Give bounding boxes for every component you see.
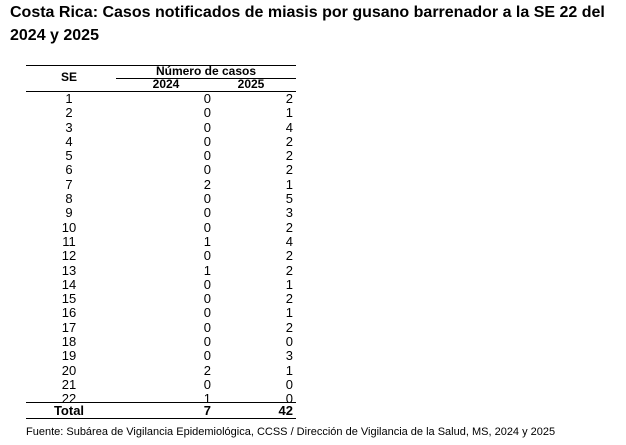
cell-2024: 0 [203,219,211,235]
cell-se: 13 [61,262,77,278]
cell-se: 15 [61,291,77,307]
cell-2024: 2 [203,362,211,378]
header-2024: 2024 [152,77,180,91]
table-row [26,106,296,120]
cell-se: 8 [65,191,73,207]
cell-2024: 0 [203,148,211,164]
cell-2024: 0 [203,205,211,221]
cell-2025: 2 [285,219,293,235]
table-row [26,92,296,106]
table-row [26,278,296,292]
cell-2025: 5 [285,191,293,207]
total-2024: 7 [203,403,211,418]
cell-se: 17 [61,319,77,335]
table-row [26,349,296,363]
cell-se: 10 [61,219,77,235]
cell-2024: 0 [203,376,211,392]
table-row [26,249,296,263]
table-row [26,192,296,206]
cell-se: 14 [61,276,77,292]
cell-2024: 0 [203,276,211,292]
cell-2025: 2 [285,291,293,307]
total-row [26,404,296,418]
total-label: Total [53,403,85,418]
cell-2025: 3 [285,205,293,221]
table-row [26,321,296,335]
table-row [26,149,296,163]
cell-2025: 4 [285,233,293,249]
cell-2024: 0 [203,305,211,321]
table-row [26,235,296,249]
table-row [26,163,296,177]
total-2025: 42 [278,403,293,418]
table-row [26,335,296,349]
cell-se: 12 [61,248,77,264]
cell-2024: 0 [203,248,211,264]
cell-2024: 1 [203,233,211,249]
cell-se: 16 [61,305,77,321]
cell-2024: 0 [203,162,211,178]
cell-2024: 1 [203,262,211,278]
cell-2025: 2 [285,148,293,164]
cell-2024: 0 [203,191,211,207]
cell-2024: 1 [203,391,211,407]
cell-2024: 0 [203,319,211,335]
table-row [26,135,296,149]
table-row [26,121,296,135]
cell-se: 4 [65,133,73,149]
cell-se: 11 [62,233,76,249]
table-row [26,264,296,278]
cell-se: 7 [65,176,73,192]
table-row [26,292,296,306]
cell-2024: 0 [203,105,211,121]
cell-2024: 0 [203,348,211,364]
cell-se: 22 [61,391,77,407]
cell-2024: 0 [203,119,211,135]
cell-se: 3 [65,119,73,135]
cell-se: 6 [65,162,73,178]
header-numero-de-casos: Número de casos [155,64,257,78]
cell-2025: 1 [285,105,293,121]
cell-2025: 0 [285,376,293,392]
table-row [26,206,296,220]
table-bottom-rule [26,418,296,419]
cell-2025: 2 [285,319,293,335]
table-row [26,378,296,392]
table-row [26,364,296,378]
cell-se: 9 [65,205,73,221]
cell-2025: 2 [285,248,293,264]
cell-2024: 2 [203,176,211,192]
cell-2025: 1 [285,176,293,192]
table-row [26,178,296,192]
cell-2025: 2 [285,262,293,278]
cell-2025: 1 [285,276,293,292]
cell-se: 21 [61,376,77,392]
page-title: Costa Rica: Casos notificados de miasis por gusano barrenador a la SE 22 del 2024 y 2025 [10,4,605,44]
cell-se: 19 [61,348,77,364]
table-row [26,306,296,320]
cell-2024: 0 [203,91,211,106]
header-2025: 2025 [237,77,265,91]
cell-2024: 0 [203,291,211,307]
cell-2025: 2 [285,133,293,149]
cell-2025: 2 [285,91,293,106]
header-se: SE [60,70,77,84]
cell-2025: 2 [285,162,293,178]
table-row [26,221,296,235]
cell-se: 2 [65,105,73,121]
cell-2025: 0 [285,334,293,350]
cell-se: 5 [65,148,73,164]
cell-2025: 1 [285,305,293,321]
cell-2025: 3 [285,348,293,364]
cell-2025: 0 [285,391,293,407]
cell-se: 18 [61,334,77,350]
source-note: Fuente: Subárea de Vigilancia Epidemiológica, CCSS / Dirección de Vigilancia de la Salud, MS, 2024 y 2025 [26,426,556,438]
cell-2024: 0 [203,133,211,149]
cell-2024: 0 [203,334,211,350]
table-body [26,92,296,407]
cell-se: 20 [61,362,77,378]
cell-se: 1 [65,91,73,106]
cell-2025: 4 [285,119,293,135]
cell-2025: 1 [285,362,293,378]
